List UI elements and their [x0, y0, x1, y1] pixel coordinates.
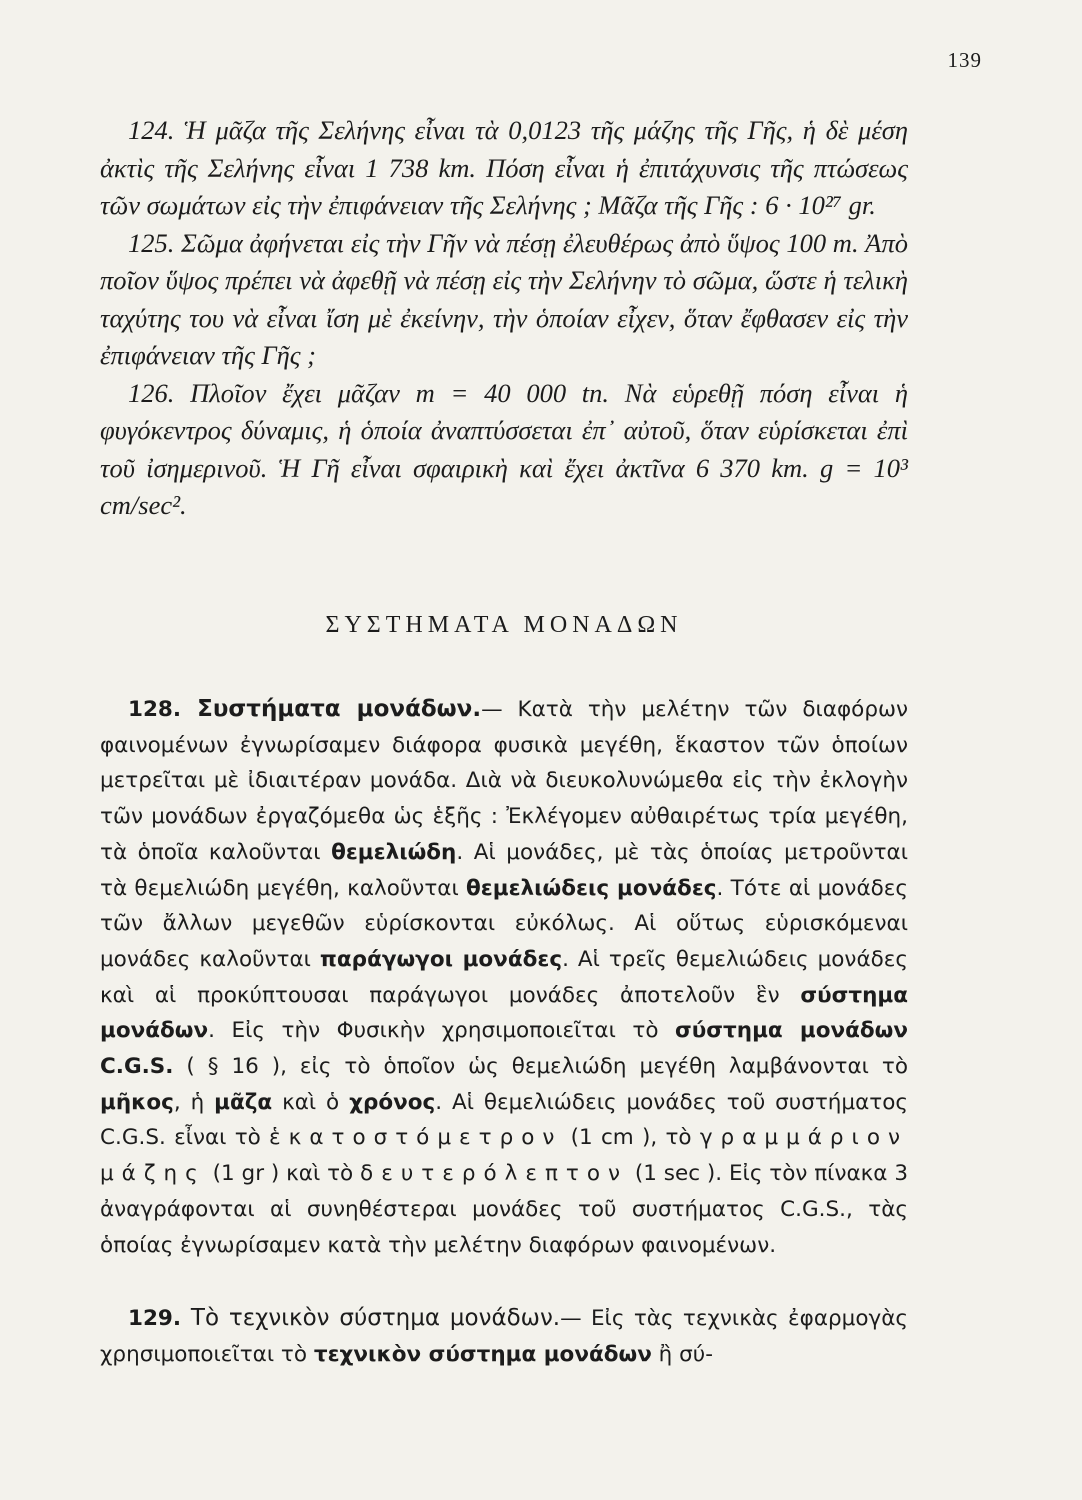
exercise-number: 126.: [128, 377, 175, 408]
exercise-text: Σῶμα ἀφήνεται εἰς τὴν Γῆν νὰ πέσῃ ἐλευθέρως ἀπὸ ὕψος 100 m. Ἀπὸ ποῖον ὕψος πρέπει νὰ ἀφεθῇ νὰ πέσῃ εἰς τὴν Σελήνην τὸ σῶμα, ὥστε ἡ τελικὴ ταχύτης του νὰ εἶναι ἴση μὲ ἐκείνην, τὴν ὁποίαν εἶχεν, ὅταν ἔφθασεν εἰς τὴν ἐπιφάνειαν τῆς Γῆς ;: [100, 227, 908, 370]
text-run: ἢ σύ-: [651, 1341, 713, 1367]
chapter-heading: ΣΥΣΤΗΜΑΤΑ ΜΟΝΑΔΩΝ: [325, 612, 683, 638]
exercise-text: Ἡ μᾶζα τῆς Σελήνης εἶναι τὰ 0,0123 τῆς μάζης τῆς Γῆς, ἡ δὲ μέση ἀκτὶς τῆς Σελήνης εἶναι 1 738 km. Πόση εἶναι ἡ ἐπιτάχυνσις τῆς πτώσεως τῶν σωμάτων εἰς τὴν ἐπιφάνειαν τῆς Σελήνης ; Μᾶζα τῆς Γῆς : 6 · 10²⁷ gr.: [100, 115, 908, 220]
text-run: . Αἱ μονάδες, μὲ τὰς ὁποίας μετροῦνται τὰ θεμελιώδη μεγέθη, καλοῦνται: [100, 839, 908, 901]
section-128: [100, 692, 908, 1263]
text-run: — Κατὰ τὴν μελέτην τῶν διαφόρων φαινομένων ἐγνωρίσαμεν διάφορα φυσικὰ μεγέθη, ἕκαστον τῶν ὁποίων μετρεῖται μὲ ἰδιαιτέραν μονάδα. Διὰ νὰ διευκολυνώμεθα εἰς τὴν ἐκλογὴν τῶν μονάδων ἐργαζόμεθα ὡς ἑξῆς : Ἐκλέγομεν αὐθαιρέτως τρία μεγέθη, τὰ ὁποῖα καλοῦνται: [100, 697, 908, 865]
text-run: ( § 16 ), εἰς τὸ ὁποῖον ὡς θεμελιώδη μεγέθη λαμβάνονται τὸ: [173, 1054, 908, 1080]
text-run: (1 gr ) καὶ τὸ: [205, 1161, 361, 1187]
page-number: 139: [947, 48, 982, 72]
exercise-number: 125.: [128, 227, 175, 258]
section-title: Συστήματα μονάδων.: [181, 696, 482, 722]
bold-term: χρόνος: [349, 1089, 436, 1115]
bold-term: θεμελιώδη: [331, 839, 457, 865]
text-run: . Αἱ τρεῖς θεμελιώδεις μονάδες καὶ αἱ προκύπτουσαι παράγωγοι μονάδες ἀποτελοῦν ἓν: [100, 946, 909, 1008]
text-run: . Αἱ θεμελιώδεις μονάδες τοῦ συστήματος C.G.S. εἶναι τὸ: [100, 1089, 908, 1151]
spaced-term: ἑκατοστόμετρον: [269, 1125, 563, 1151]
body-text: [100, 692, 908, 1373]
spaced-term: γραμμάριον μάζης: [100, 1125, 908, 1187]
exercise-text: Πλοῖον ἔχει μᾶζαν m = 40 000 tn. Νὰ εὑρεθῇ πόση εἶναι ἡ φυγόκεντρος δύναμις, ἡ ὁποία ἀναπτύσσεται ἐπ᾽ αὐτοῦ, ὅταν εὑρίσκεται ἐπὶ τοῦ ἰσημερινοῦ. Ἡ Γῆ εἶναι σφαιρικὴ καὶ ἔχει ἀκτῖνα 6 370 km. g = 10³ cm/sec².: [100, 377, 908, 520]
exercise-126: [100, 375, 908, 525]
text-run: , ἡ: [173, 1089, 215, 1115]
text-run: καὶ ὁ: [272, 1089, 350, 1115]
exercises-section: [100, 112, 908, 525]
bold-term: σύστημα μονάδων: [100, 982, 908, 1044]
section-number: 128.: [128, 697, 182, 722]
text-run: (1 cm ), τὸ: [562, 1125, 700, 1151]
bold-term: θεμελιώδεις μονάδες: [466, 875, 717, 901]
exercise-125: [100, 225, 908, 375]
section-129: [100, 1301, 908, 1372]
section-number: 129.: [128, 1306, 182, 1332]
text-run: (1 sec ). Εἰς τὸν πίνακα 3 ἀναγράφονται αἱ συνηθέστεραι μονάδες τοῦ συστήματος C.G.S., τὰς ὁποίας ἐγνωρίσαμεν κατὰ τὴν μελέτην διαφόρων φαινομένων.: [100, 1161, 909, 1258]
bold-term: παράγωγοι μονάδες: [319, 946, 563, 972]
bold-term: μῆκος: [100, 1089, 174, 1115]
text-run: . Εἰς τὴν Φυσικὴν χρησιμοποιεῖται τὸ: [208, 1018, 676, 1044]
exercise-number: 124.: [128, 115, 175, 145]
section-title: Τὸ τεχνικὸν σύστημα μονάδων.: [181, 1305, 561, 1332]
bold-term: τεχνικὸν σύστημα μονάδων: [313, 1341, 652, 1367]
bold-term: μᾶζα: [214, 1089, 273, 1115]
spaced-term: δευτερόλεπτον: [360, 1161, 629, 1187]
bold-term: σύστημα μονάδων C.G.S.: [100, 1018, 908, 1080]
text-run: — Εἰς τὰς τεχνικὰς ἐφαρμογὰς χρησιμοποιεῖται τὸ: [100, 1306, 908, 1367]
text-run: . Τότε αἱ μονάδες τῶν ἄλλων μεγεθῶν εὑρίσκονται εὐκόλως. Αἱ οὕτως εὑρισκόμεναι μονάδες καλοῦνται: [100, 875, 909, 972]
exercise-124: [100, 112, 908, 225]
